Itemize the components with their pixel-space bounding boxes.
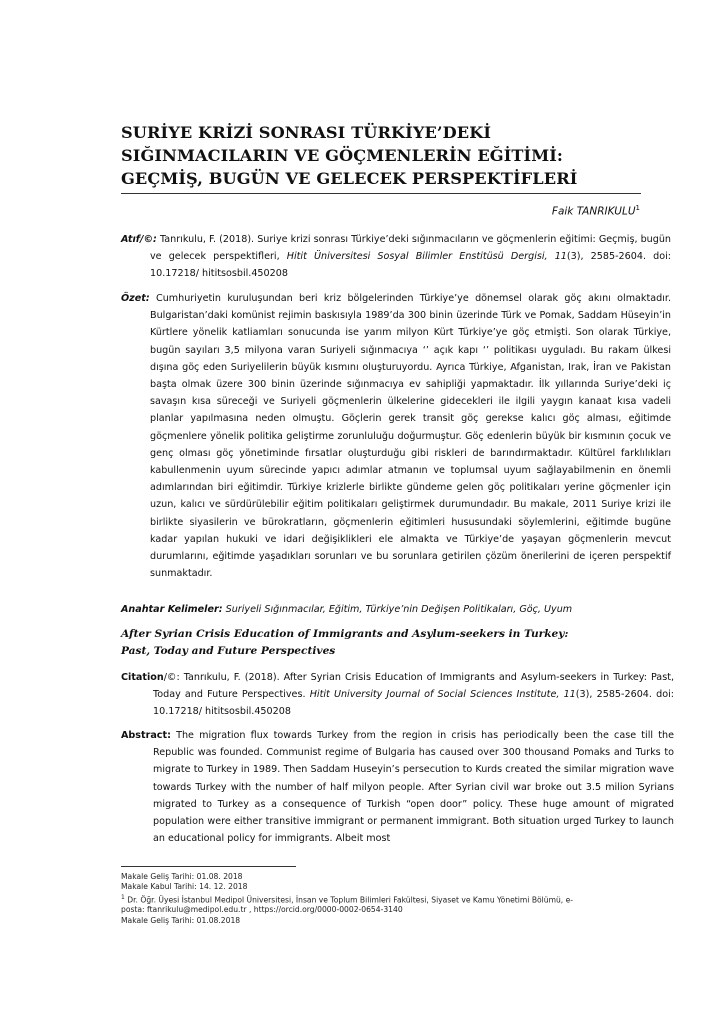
- citation-journal: Hitit University Journal of Social Sciences Institute, 11: [309, 689, 576, 701]
- title-line-3: GEÇMİŞ, BUGÜN VE GELECEK PERSPEKTİFLERİ: [121, 169, 578, 188]
- author-contact: posta: ftanrikulu@medipol.edu.tr , https://orcid.org/0000-0002-0654-3140: [121, 905, 403, 915]
- acceptance-date: Makale Kabul Tarihi: 14. 12. 2018: [121, 882, 248, 892]
- citation-en: [121, 669, 674, 721]
- submission-date-repeat: Makale Geliş Tarihi: 01.08.2018: [121, 915, 241, 925]
- atif-text-a: Tanrıkulu, F. (2018). Suriye krizi sonrası Türkiye’deki sığınmacıların ve göçmenlerin eğitimi: Geçmiş, bugün ve gelecek perspektifleri,: [150, 234, 671, 263]
- keywords-tr: [121, 601, 642, 618]
- abstract-en: [121, 727, 674, 847]
- author-footnote-mark: 1: [635, 204, 640, 212]
- footnote-divider: [121, 866, 296, 867]
- article-title-tr: [121, 121, 641, 190]
- author-affiliation: [121, 893, 646, 906]
- atif-label: Atıf/©:: [121, 234, 157, 245]
- footnotes: [121, 872, 646, 926]
- ozet-text: Cumhuriyetin kuruluşundan beri kriz bölgelerinden Türkiye’ye dönemsel olarak göç akını olmaktadır. Bulgaristan’daki komünist rejimin baskısıyla 1989’da 300 binin üzerinde Türk ve Pomak, Saddam Hüseyin’in Kürtlere yönelik katliamları sonucunda ise yarım milyon Kürt Türkiye’ye göç etmişti. Son olarak Türkiye, bugün sayıları 3,5 milyona varan Suriyeli sığınmacıya ‘’ açık kapı ‘’ politikası uyguladı. Bu rakam ülkesi dışına göç eden Suriyelilerin büyük kısmını oluşturuyordu. Ayrıca Türkiye, Afganistan, Irak, İran ve Pakistan başta olmak üzere 300 binin üzerinde sığınmacıya ev sahipliği yapmaktadır. İlk yıllarında Suriye’deki iç savaşın kısa süreceği ve Suriyeli göçmenlerin ülkelerine gidecekleri ile ilgili yaygın kanaat kısa vadeli planlar yapılmasına neden olmuştu. Göçlerin gerek transit göç gerekse kalıcı göç alması, eğitimde göçmenlere yönelik politika geliştirme zorunluluğu doğurmuştur. Göç edenlerin büyük bir kısmının çocuk ve genç olması göç yönetiminde fırsatlar oluşturduğu gibi riskleri de barındırmaktadır. Kültürel farklılıkları kabullenmenin uyum sürecinde yapıcı adımlar atmanın ve toplumsal uyum sağlayabilmenin en önemli adımlarından biri eğitimdir. Türkiye krizlerle birlikte gündeme gelen göç politikaları yerine göçmenler için uzun, kalıcı ve sürdürülebilir eğitim politikaları geliştirmek durumundadır. Bu makale, 2011 Suriye krizi ile birlikte siyasilerin ve bürokratların, göçmenlerin eğitimleri hususundaki söylemlerini, eğitimde bugüne kadar yapılan hukuki ve idari değişiklikleri ele almakta ve Türkiye’de yaşayan göçmenlerin mevcut durumlarını, eğitimde yaşadıkları sorunları ve bu sorunlara getirilen çözüm önerilerini de içeren perspektif sunmaktadır.: [149, 293, 671, 580]
- abstract-label: Abstract:: [121, 730, 171, 741]
- submission-date: Makale Geliş Tarihi: 01.08. 2018: [121, 872, 243, 881]
- title-line-2: SIĞINMACILARIN VE GÖÇMENLERİN EĞİTİMİ:: [121, 146, 563, 165]
- citation-label: Citation: [121, 672, 164, 683]
- ozet-label: Özet:: [121, 293, 150, 304]
- article-title-en: [121, 626, 641, 660]
- abstract-tr: [121, 290, 671, 582]
- abstract-text: The migration flux towards Turkey from the region in crisis has periodically been the case till the Republic was founded. Communist regime of Bulgaria has caused over 300 thousand Pomaks and Turks to migrate to Turkey in 1989. Then Saddam Huseyin’s persecution to Kurds created the similar migration wave towards Turkey with the number of half milyon people. After Syrian civil war broke out 3.5 milion Syrians migrated to Turkey as a consequence of Turkish “open door” policy. These huge amount of migrated population were either transitive immigrant or permanent immigrant. Both situation urged Turkey to launch an educational policy for immigrants. Albeit most: [153, 730, 674, 845]
- keywords-label: Anahtar Kelimeler:: [121, 604, 223, 615]
- author-name: Faik TANRIKULU: [551, 205, 636, 218]
- affiliation-text: Dr. Öğr. Üyesi İstanbul Medipol Üniversitesi, İnsan ve Toplum Bilimleri Fakültesi, Siyaset ve Kamu Yönetimi Bölümü, e-: [124, 895, 574, 905]
- keywords-text: Suriyeli Sığınmacılar, Eğitim, Türkiye’nin Değişen Politikaları, Göç, Uyum: [222, 604, 573, 615]
- atif-text-b: (3), 2585-2604. doi: 10.17218/ hititsosbil.450208: [150, 251, 671, 280]
- citation-tr: [121, 231, 671, 283]
- en-title-line-1: After Syrian Crisis Education of Immigrants and Asylum-seekers in Turkey:: [121, 628, 569, 640]
- footnote-mark: 1: [121, 893, 125, 901]
- title-line-1: SURİYE KRİZİ SONRASI TÜRKİYE’DEKİ: [121, 123, 492, 142]
- en-title-line-2: Past, Today and Future Perspectives: [121, 645, 336, 657]
- citation-text-b: (3), 2585-2604. doi: 10.17218/ hititsosbil.450208: [153, 689, 675, 718]
- citation-mark: /©:: [163, 672, 180, 683]
- title-divider: [121, 193, 641, 194]
- author-line: [552, 204, 640, 218]
- citation-text-a: Tanrıkulu, F. (2018). After Syrian Crisis Education of Immigrants and Asylum-seekers in Turkey: Past, Today and Future Perspectives.: [153, 672, 674, 701]
- atif-journal: Hitit Üniversitesi Sosyal Bilimler Enstitüsü Dergisi, 11: [286, 251, 567, 263]
